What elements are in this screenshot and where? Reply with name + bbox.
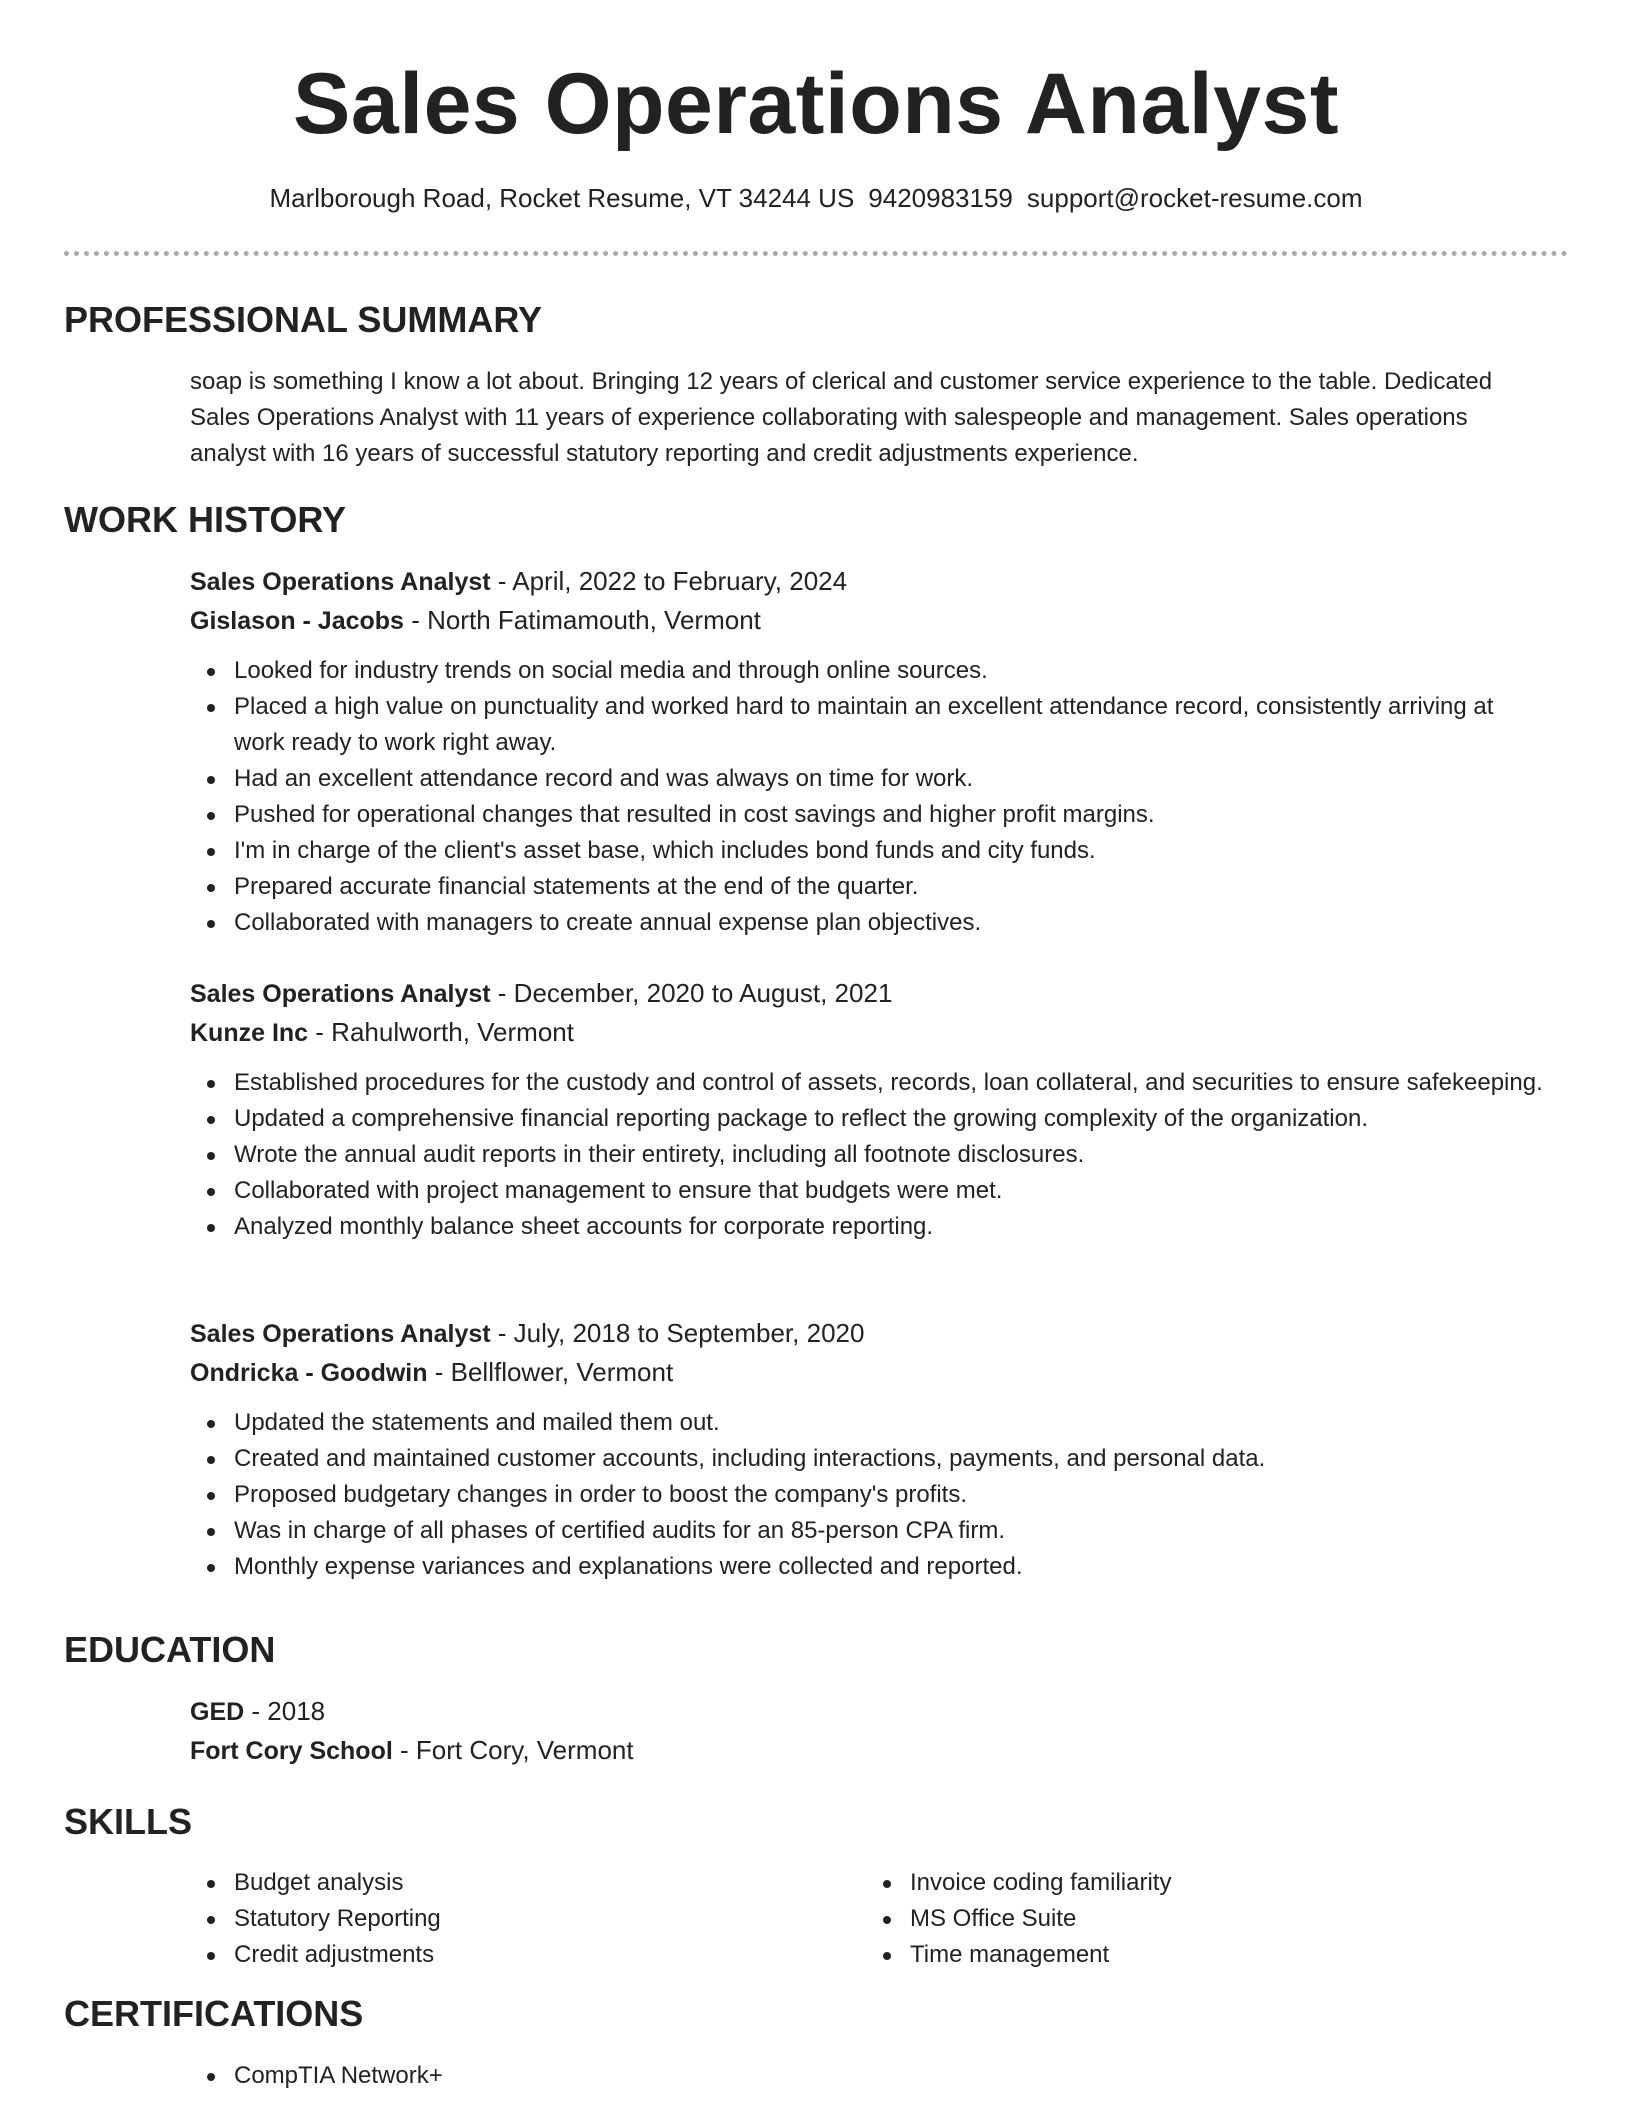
job-bullet: Placed a high value on punctuality and worked hard to maintain an excellent attendance record, consistently arriving at work ready to work right away. [190, 689, 1550, 761]
job-bullet: Updated the statements and mailed them out. [190, 1405, 1550, 1441]
job-company: Kunze Inc [190, 1019, 309, 1047]
job-bullet: Had an excellent attendance record and was always on time for work. [190, 761, 1550, 797]
education-degree: GED [190, 1698, 245, 1726]
skills-column-left [190, 1865, 830, 1973]
job-dates: - April, 2022 to February, 2024 [490, 566, 848, 596]
job-bullet: Pushed for operational changes that resulted in cost savings and higher profit margins. [190, 797, 1550, 833]
job-role: Sales Operations Analyst [190, 568, 491, 596]
summary-block [190, 364, 1550, 472]
skill-item: MS Office Suite [866, 1901, 1506, 1937]
job-bullets [190, 1405, 1550, 1585]
job-entry [190, 974, 1550, 1245]
contact-email: support@rocket-resume.com [1026, 183, 1363, 213]
header-divider [64, 251, 1568, 256]
job-bullet: Prepared accurate financial statements at the end of the quarter. [190, 869, 1550, 905]
job-bullet: Established procedures for the custody and control of assets, records, loan collateral, and securities to ensure safekeeping. [190, 1065, 1550, 1101]
job-bullet: Analyzed monthly balance sheet accounts for corporate reporting. [190, 1209, 1550, 1245]
education-entry [190, 1692, 1550, 1770]
job-entry [190, 562, 1550, 941]
summary-text: soap is something I know a lot about. Bringing 12 years of clerical and customer service experience to the table. Dedicated Sales Operations Analyst with 11 years of experience collaborating with salespeople and management. Sales operations analyst with 16 years of successful statutory reporting and credit adjustments experience. [190, 368, 1493, 467]
education-heading: EDUCATION [64, 1629, 276, 1670]
skills-column-right [866, 1865, 1506, 1973]
job-bullet: Proposed budgetary changes in order to boost the company's profits. [190, 1477, 1550, 1513]
certifications-list [190, 2058, 1550, 2094]
job-bullet: Monthly expense variances and explanations were collected and reported. [190, 1549, 1550, 1585]
skills-list [866, 1865, 1506, 1973]
job-company: Ondricka - Goodwin [190, 1359, 428, 1387]
education-school: Fort Cory School [190, 1737, 393, 1765]
work-history-heading: WORK HISTORY [64, 499, 347, 540]
summary-heading: PROFESSIONAL SUMMARY [64, 299, 543, 340]
contact-line [0, 180, 1632, 216]
job-bullet: I'm in charge of the client's asset base, which includes bond funds and city funds. [190, 833, 1550, 869]
skills-list [190, 1865, 830, 1973]
job-bullet: Created and maintained customer accounts, including interactions, payments, and personal data. [190, 1441, 1550, 1477]
education-degree-line [190, 1692, 1550, 1731]
job-dates: - July, 2018 to September, 2020 [490, 1318, 865, 1348]
job-company-line [190, 601, 1550, 640]
job-bullet: Updated a comprehensive financial reporting package to reflect the growing complexity of the organization. [190, 1101, 1550, 1137]
job-bullet: Was in charge of all phases of certified audits for an 85-person CPA firm. [190, 1513, 1550, 1549]
job-company: Gislason - Jacobs [190, 607, 404, 635]
certifications-block [190, 2058, 1550, 2094]
job-bullets [190, 1065, 1550, 1245]
education-location: - Fort Cory, Vermont [392, 1735, 634, 1765]
education-year: - 2018 [244, 1696, 326, 1726]
education-school-line [190, 1731, 1550, 1770]
job-bullet: Looked for industry trends on social media and through online sources. [190, 653, 1550, 689]
contact-phone: 9420983159 [868, 183, 1013, 213]
skills-heading: SKILLS [64, 1801, 193, 1842]
job-entry [190, 1314, 1550, 1585]
job-company-line [190, 1353, 1550, 1392]
job-bullet: Wrote the annual audit reports in their entirety, including all footnote disclosures. [190, 1137, 1550, 1173]
job-location: - Bellflower, Vermont [427, 1357, 674, 1387]
certification-item: CompTIA Network+ [190, 2058, 1550, 2094]
job-title-line [190, 974, 1550, 1013]
job-bullets [190, 653, 1550, 941]
skill-item: Statutory Reporting [190, 1901, 830, 1937]
job-bullet: Collaborated with managers to create annual expense plan objectives. [190, 905, 1550, 941]
skill-item: Time management [866, 1937, 1506, 1973]
job-company-line [190, 1013, 1550, 1052]
skill-item: Budget analysis [190, 1865, 830, 1901]
skill-item: Credit adjustments [190, 1937, 830, 1973]
job-title-line [190, 562, 1550, 601]
job-location: - North Fatimamouth, Vermont [403, 605, 761, 635]
job-dates: - December, 2020 to August, 2021 [490, 978, 893, 1008]
job-role: Sales Operations Analyst [190, 980, 491, 1008]
job-role: Sales Operations Analyst [190, 1320, 491, 1348]
resume-name: Sales Operations Analyst [293, 56, 1339, 152]
job-location: - Rahulworth, Vermont [308, 1017, 574, 1047]
contact-address: Marlborough Road, Rocket Resume, VT 34244 US [269, 183, 855, 213]
job-bullet: Collaborated with project management to ensure that budgets were met. [190, 1173, 1550, 1209]
certifications-heading: CERTIFICATIONS [64, 1993, 364, 2034]
skill-item: Invoice coding familiarity [866, 1865, 1506, 1901]
job-title-line [190, 1314, 1550, 1353]
